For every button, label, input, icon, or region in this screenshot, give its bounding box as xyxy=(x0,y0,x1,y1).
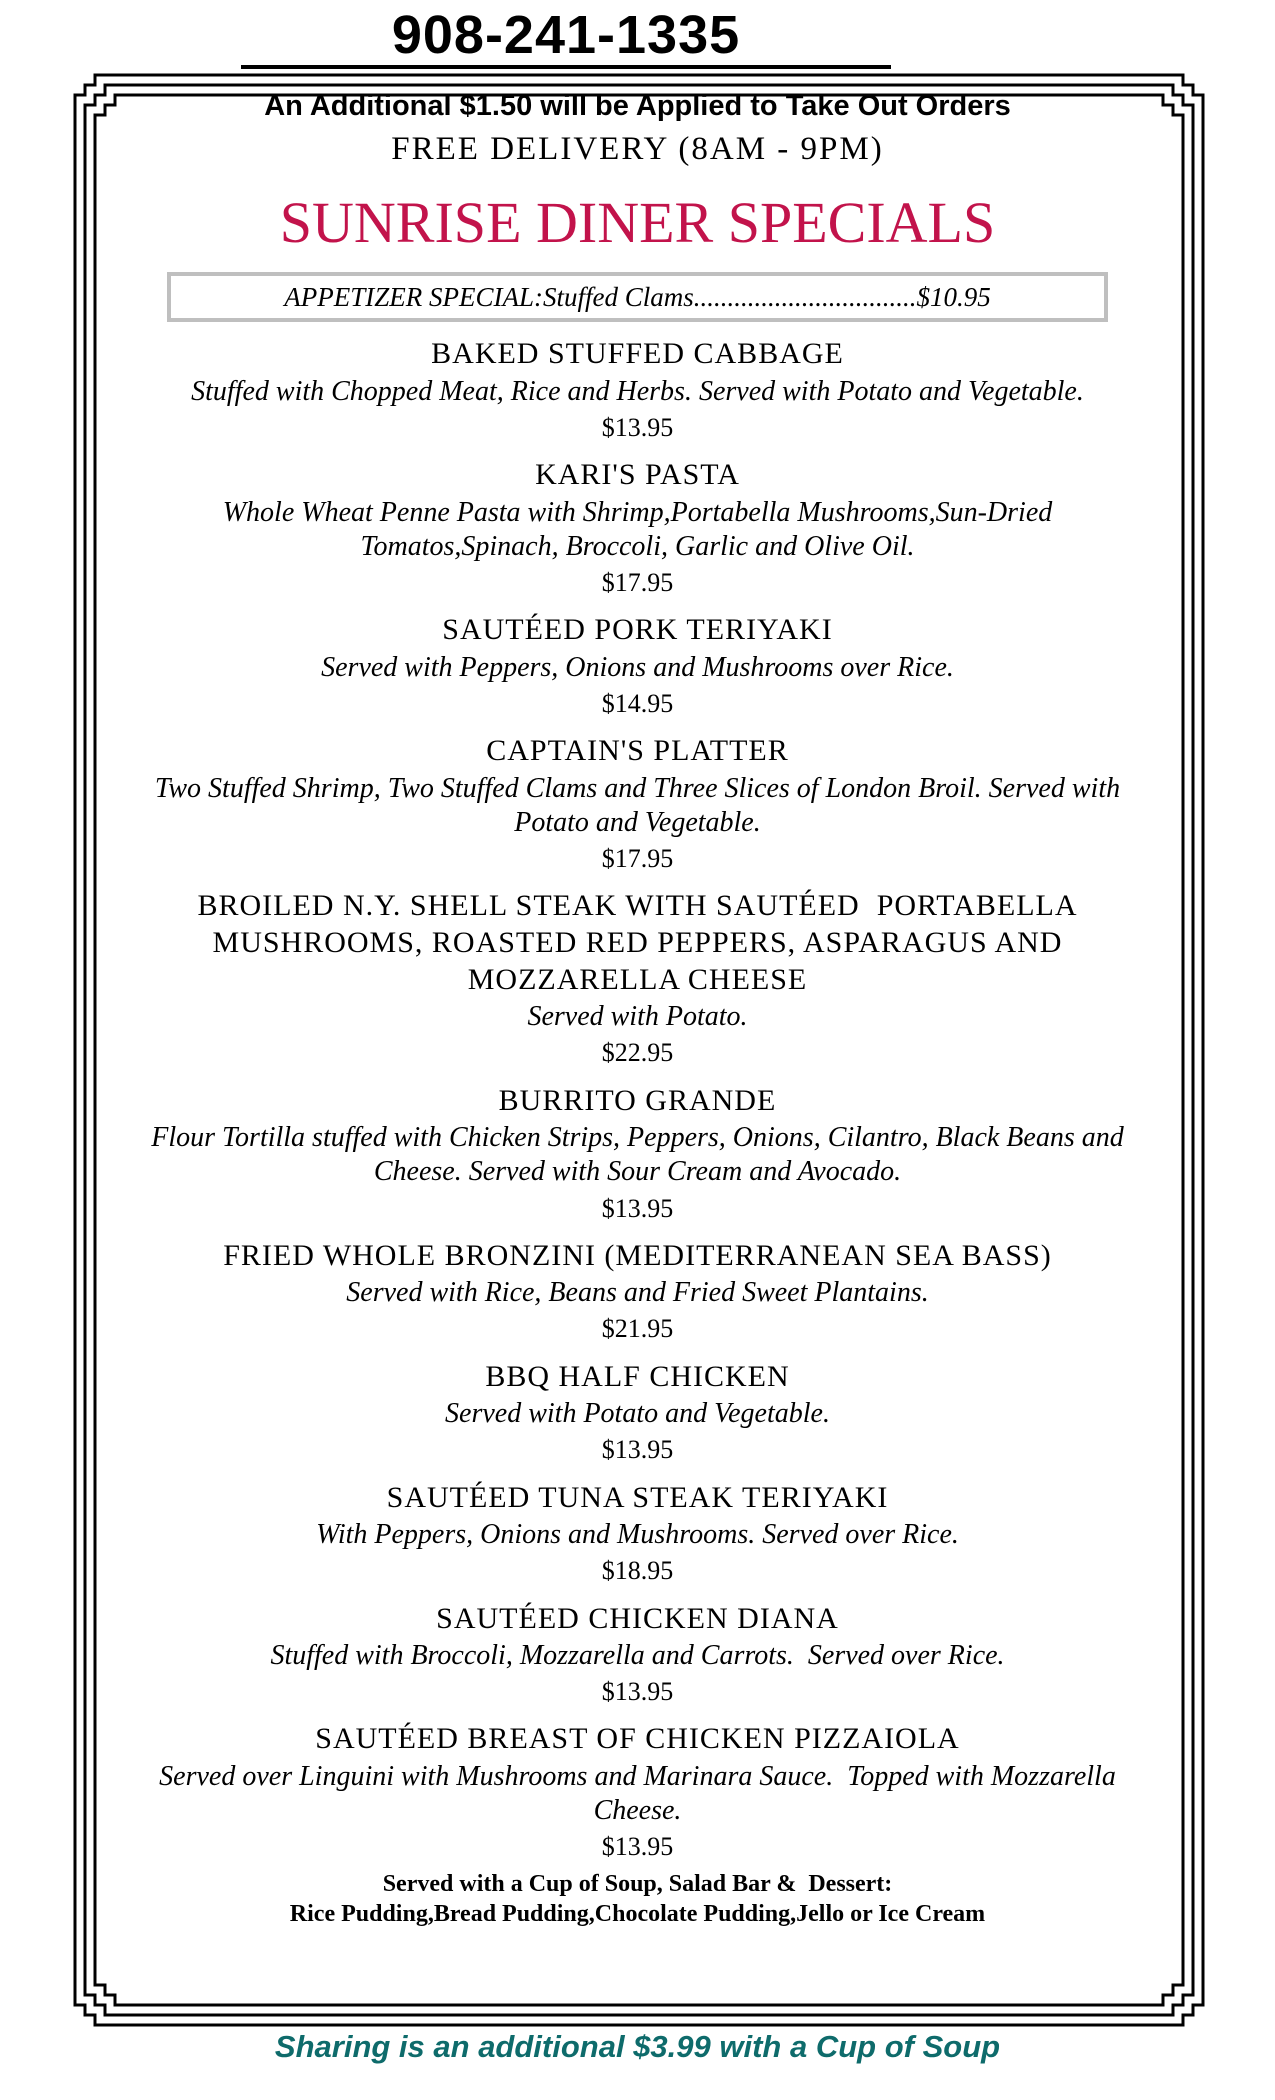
phone-number: 908-241-1335 xyxy=(241,6,891,69)
item-description: Served with Potato and Vegetable. xyxy=(445,1398,830,1430)
item-name: SAUTÉED CHICKEN DIANA xyxy=(436,1601,839,1635)
menu-item xyxy=(95,457,1180,598)
menu-item xyxy=(95,1359,1180,1466)
menu-item xyxy=(95,733,1180,874)
takeout-notice: An Additional $1.50 will be Applied to Take Out Orders xyxy=(264,90,1011,122)
item-description: Served with Peppers, Onions and Mushrooms over Rice. xyxy=(321,652,954,684)
menu-item xyxy=(95,1480,1180,1587)
item-price: $17.95 xyxy=(601,844,674,874)
item-price: $17.95 xyxy=(601,568,674,598)
item-description: With Peppers, Onions and Mushrooms. Served over Rice. xyxy=(316,1519,959,1551)
item-price: $13.95 xyxy=(601,413,674,443)
menu-item xyxy=(95,336,1180,443)
item-description: Served with Rice, Beans and Fried Sweet Plantains. xyxy=(346,1277,929,1309)
item-name: CAPTAIN'S PLATTER xyxy=(486,734,789,768)
included-note: Served with a Cup of Soup, Salad Bar & Dessert: xyxy=(382,1870,893,1897)
item-name: BURRITO GRANDE xyxy=(498,1083,777,1117)
appetizer-special-banner: APPETIZER SPECIAL:Stuffed Clams.................................$10.95 xyxy=(167,272,1108,322)
menu-item xyxy=(95,1083,1180,1224)
item-name: SAUTÉED BREAST OF CHICKEN PIZZAIOLA xyxy=(315,1722,960,1756)
page-title: SUNRISE DINER SPECIALS xyxy=(279,190,996,256)
item-name: BAKED STUFFED CABBAGE xyxy=(431,337,844,371)
menu-item xyxy=(95,1601,1180,1708)
item-name: SAUTÉED PORK TERIYAKI xyxy=(442,613,833,647)
item-name: FRIED WHOLE BRONZINI (MEDITERRANEAN SEA BASS) xyxy=(223,1238,1052,1272)
item-description: Served with Potato. xyxy=(527,1001,748,1033)
item-name: BROILED N.Y. SHELL STEAK WITH SAUTÉED PORTABELLA MUSHROOMS, ROASTED RED PEPPERS, ASPARAGUS AND MOZZARELLA CHEESE xyxy=(197,889,1087,996)
menu-item xyxy=(95,888,1180,1068)
item-description: Two Stuffed Shrimp, Two Stuffed Clams and Three Slices of London Broil. Served with Potato and Vegetable. xyxy=(154,772,1128,839)
menu-item xyxy=(95,612,1180,719)
item-price: $13.95 xyxy=(601,1193,674,1223)
menu-items xyxy=(95,336,1180,1862)
item-description: Stuffed with Broccoli, Mozzarella and Carrots. Served over Rice. xyxy=(270,1640,1005,1672)
item-name: SAUTÉED TUNA STEAK TERIYAKI xyxy=(386,1480,889,1514)
menu-item xyxy=(95,1721,1180,1862)
item-price: $21.95 xyxy=(601,1314,674,1344)
item-description: Whole Wheat Penne Pasta with Shrimp,Portabella Mushrooms,Sun-Dried Tomatos,Spinach, Broccoli, Garlic and Olive Oil. xyxy=(222,496,1060,563)
item-description: Stuffed with Chopped Meat, Rice and Herbs. Served with Potato and Vegetable. xyxy=(191,376,1084,408)
menu-content xyxy=(95,88,1180,1929)
item-name: KARI'S PASTA xyxy=(535,458,740,492)
item-description: Served over Linguini with Mushrooms and Marinara Sauce. Topped with Mozzarella Cheese. xyxy=(159,1761,1123,1827)
item-price: $13.95 xyxy=(601,1832,674,1862)
item-price: $13.95 xyxy=(601,1677,674,1707)
item-description: Flour Tortilla stuffed with Chicken Strips, Peppers, Onions, Cilantro, Black Beans and Cheese. Served with Sour Cream and Avocado. xyxy=(151,1122,1131,1188)
item-price: $22.95 xyxy=(601,1038,674,1068)
free-delivery-note: FREE DELIVERY (8AM - 9PM) xyxy=(391,131,884,168)
item-name: BBQ HALF CHICKEN xyxy=(485,1359,790,1393)
menu-item xyxy=(95,1238,1180,1345)
item-price: $14.95 xyxy=(601,689,674,719)
dessert-options: Rice Pudding,Bread Pudding,Chocolate Pudding,Jello or Ice Cream xyxy=(289,1900,986,1927)
item-price: $13.95 xyxy=(601,1435,674,1465)
sharing-note: Sharing is an additional $3.99 with a Cup of Soup xyxy=(274,2029,1001,2064)
item-price: $18.95 xyxy=(601,1556,674,1586)
